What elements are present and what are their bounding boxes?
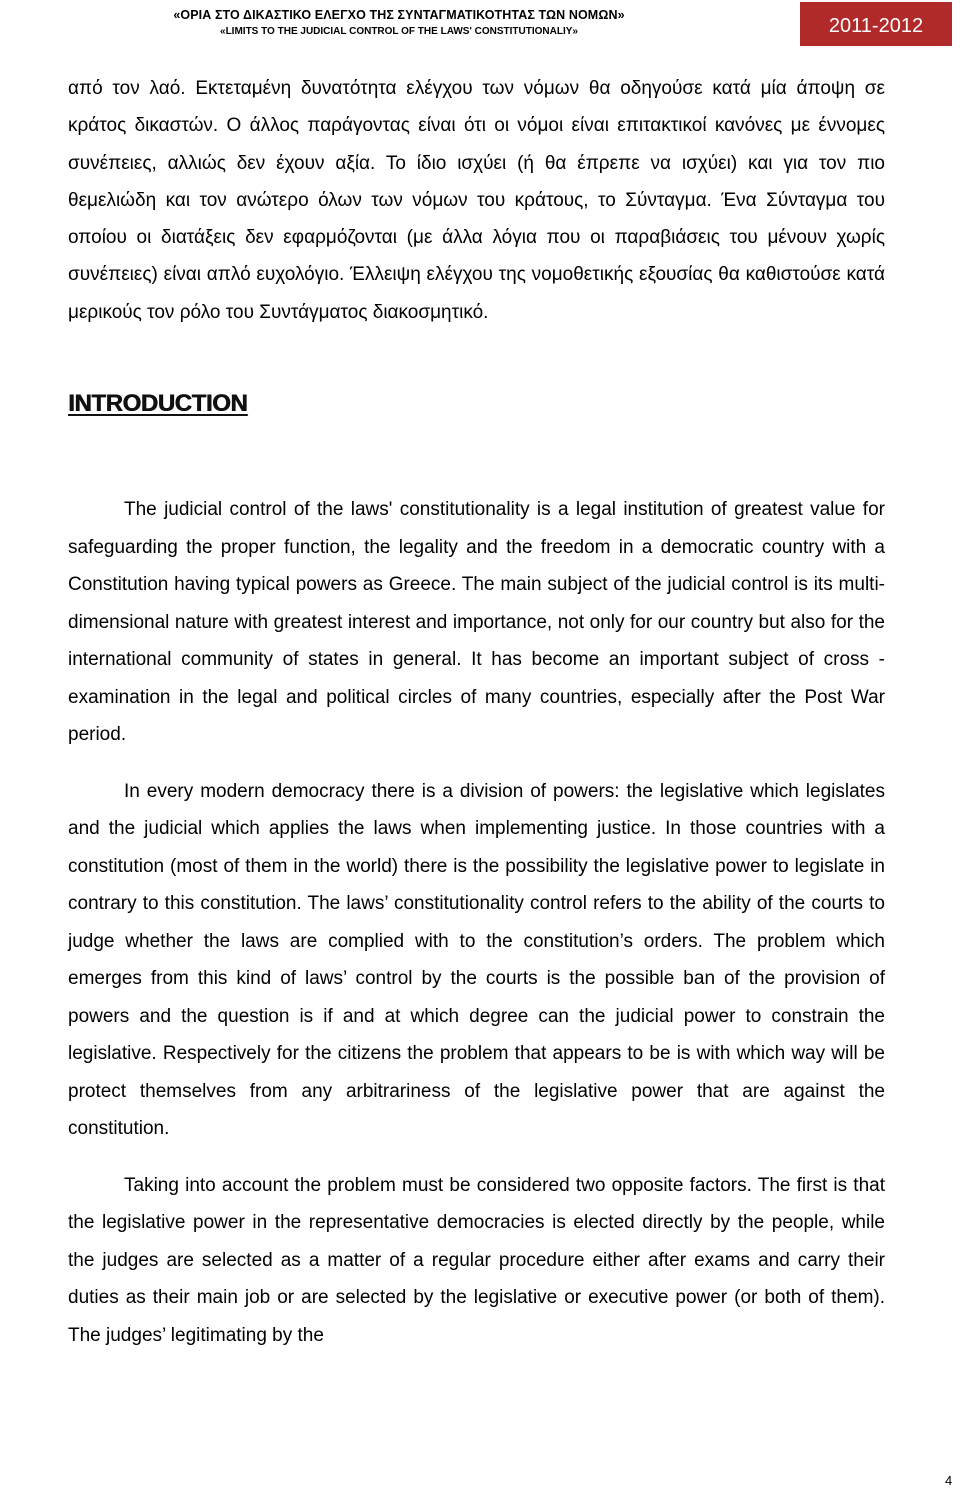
header-year-badge: 2011-2012: [800, 2, 952, 46]
greek-paragraph: από τον λαό. Εκτεταμένη δυνατότητα ελέγχου των νόμων θα οδηγούσε κατά μία άποψη σε κράτος δικαστών. Ο άλλος παράγοντας είναι ότι οι νόμοι είναι επιτακτικοί κανόνες με έννομες συνέπειες, αλλιώς δεν έχουν αξία. Το ίδιο ισχύει (ή θα έπρεπε να ισχύει) και για τον πιο θεμελιώδη και τον ανώτερο όλων των νόμων του κράτους, το Σύνταγμα. Ένα Σύνταγμα του οποίου οι διατάξεις δεν εφαρμόζονται (με άλλα λόγια που οι παραβιάσεις του μένουν χωρίς συνέπειες) είναι απλό ευχολόγιο. Έλλειψη ελέγχου της νομοθετικής εξουσίας θα καθιστούσε κατά μερικούς τον ρόλο του Συντάγματος διακοσμητικό.: [68, 78, 885, 323]
document-body: [68, 70, 885, 1354]
paragraph-2: In every modern democracy there is a division of powers: the legislative which legislates and the judicial which applies the laws when implementing justice. In those countries with a constitution (most of them in the world) there is the possibility the legislative power to legislate in contrary to this constitution. The laws’ constitutionality control refers to the ability of the courts to judge whether the laws are complied with to the constitution’s orders. The problem which emerges from this kind of laws’ control by the courts is the possible ban of the provision of powers and the question is if and at which degree can the judicial power to constrain the legislative. Respectively for the citizens the problem that appears to be is with which way will be protect themselves from any arbitrariness of the legislative power that are against the constitution.: [68, 780, 885, 1140]
section-heading: INTRODUCTION: [68, 390, 248, 418]
header-title-greek: «ΟΡΙΑ ΣΤΟ ΔΙΚΑΣΤΙΚΟ ΕΛΕΓΧΟ ΤΗΣ ΣΥΝΤΑΓΜΑΤΙΚΟΤΗΤΑΣ ΤΩΝ ΝΟΜΩΝ»: [173, 8, 625, 22]
header-title-english: «LIMITS TO THE JUDICIAL CONTROL OF THE LAWS' CONSTITUTIONALIY»: [220, 26, 578, 37]
page-number: 4: [945, 1473, 953, 1488]
header-titles: [0, 7, 798, 41]
page-header: [0, 0, 960, 48]
paragraph-3: Taking into account the problem must be considered two opposite factors. The first is that the legislative power in the representative democracies is elected directly by the people, while the judges are selected as a matter of a regular procedure either after exams and carry their duties as their main job or are selected by the legislative or executive power (or both of them). The judges’ legitimating by the: [68, 1174, 885, 1346]
paragraph-1: The judicial control of the laws' constitutionality is a legal institution of greatest value for safeguarding the proper function, the legality and the freedom in a democratic country with a Constitution having typical powers as Greece. The main subject of the judicial control is its multi-dimensional nature with greatest interest and importance, not only for our country but also for the international community of states in general. It has become an important subject of cross -examination in the legal and political circles of many countries, especially after the Post War period.: [68, 499, 885, 746]
